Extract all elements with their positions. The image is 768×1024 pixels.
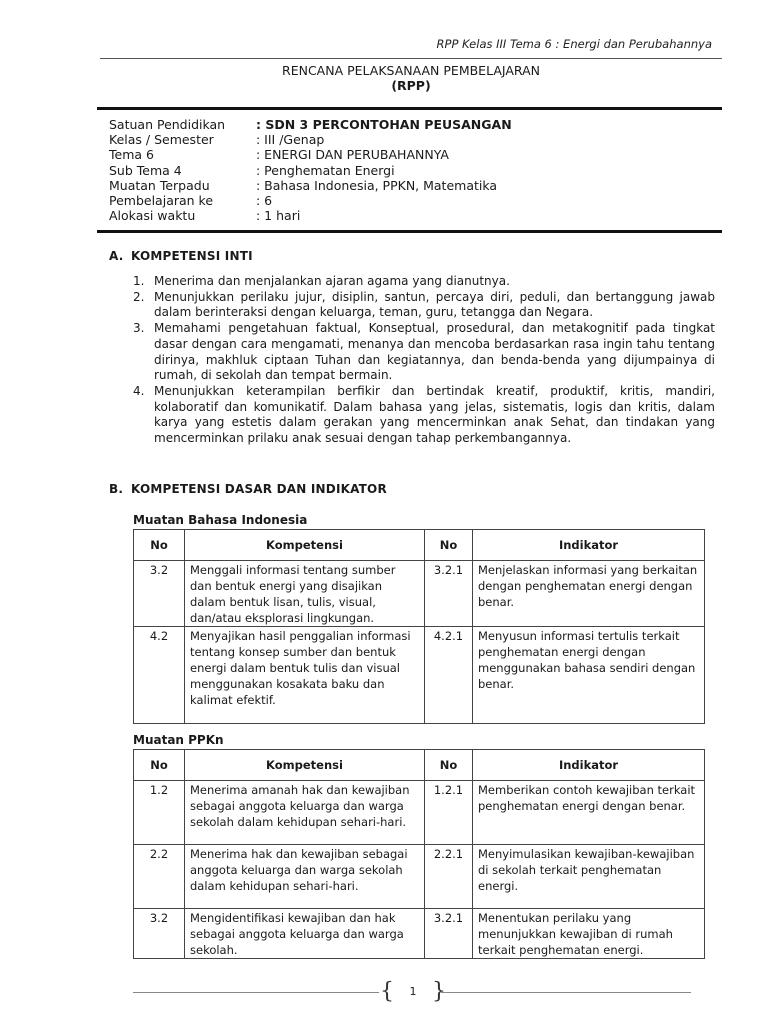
cell-no: 1.2.1 (425, 781, 473, 845)
cell-kompetensi: Menerima hak dan kewajiban sebagai anggota keluarga dan warga sekolah dalam kehidupan sehari-hari. (185, 845, 425, 909)
page-number: 1 (409, 985, 417, 998)
identity-row (109, 208, 709, 223)
cell-no: 2.2 (134, 845, 185, 909)
column-header: No (425, 530, 473, 561)
list-number: 4. (133, 383, 145, 398)
kompetensi-inti-list (133, 274, 715, 447)
identity-row (109, 117, 709, 132)
cell-no: 3.2.1 (425, 909, 473, 959)
cell-indikator: Menjelaskan informasi yang berkaitan dengan penghematan energi dengan benar. (473, 561, 705, 627)
cell-kompetensi: Menyajikan hasil penggalian informasi tentang konsep sumber dan bentuk energi dalam bentuk tulis dan visual menggunakan kosakata baku dan kalimat efektif. (185, 627, 425, 724)
ppkn-table (133, 749, 705, 959)
column-header: No (134, 530, 185, 561)
list-item (133, 290, 715, 321)
list-text: Menunjukkan perilaku jujur, disiplin, santun, percaya diri, peduli, dan bertanggung jawab dalam berinteraksi dengan keluarga, teman, guru, tetangga dan Negara. (154, 289, 715, 320)
list-item (133, 274, 715, 290)
cell-indikator: Menentukan perilaku yang menunjukkan kewajiban di rumah terkait penghematan energi. (473, 909, 705, 959)
document-subtitle: (RPP) (391, 78, 431, 93)
footer-rule-left (133, 992, 379, 993)
section-title: KOMPETENSI INTI (131, 249, 253, 263)
identity-value: : Bahasa Indonesia, PPKN, Matematika (256, 177, 498, 193)
list-item (133, 384, 715, 447)
cell-no: 3.2 (134, 561, 185, 627)
cell-indikator: Menyimulasikan kewajiban-kewajiban di sekolah terkait penghematan energi. (473, 845, 705, 909)
table-row (134, 627, 705, 724)
table-row (134, 845, 705, 909)
column-header: Kompetensi (185, 750, 425, 781)
table-header-row (134, 530, 705, 561)
ppkn-subheading: Muatan PPKn (133, 733, 224, 747)
footer-rule-right (441, 992, 691, 993)
identity-label: Alokasi waktu (109, 208, 196, 224)
identity-label: Tema 6 (109, 147, 154, 163)
identity-value: : ENERGI DAN PERUBAHANNYA (256, 147, 449, 163)
section-a-heading (109, 249, 253, 263)
list-number: 2. (133, 289, 145, 304)
column-header: No (425, 750, 473, 781)
identity-label: Satuan Pendidikan (109, 117, 226, 132)
table-row (134, 909, 705, 959)
header-rule (100, 58, 722, 59)
identity-top-rule (97, 107, 722, 110)
column-header: Indikator (473, 530, 705, 561)
running-header: RPP Kelas III Tema 6 : Energi dan Perubahannya (436, 37, 712, 51)
cell-indikator: Memberikan contoh kewajiban terkait penghematan energi dengan benar. (473, 781, 705, 845)
cell-no: 1.2 (134, 781, 185, 845)
cell-no: 2.2.1 (425, 845, 473, 909)
column-header: No (134, 750, 185, 781)
identity-bottom-rule (97, 230, 722, 233)
identity-label: Pembelajaran ke (109, 193, 214, 209)
cell-no: 3.2.1 (425, 561, 473, 627)
list-text: Menerima dan menjalankan ajaran agama yang dianutnya. (154, 274, 510, 288)
identity-label: Muatan Terpadu (109, 177, 210, 193)
identity-value: : 6 (256, 193, 273, 209)
document-title: RENCANA PELAKSANAAN PEMBELAJARAN (282, 63, 540, 78)
table-row (134, 781, 705, 845)
section-b-heading (109, 482, 387, 496)
identity-value: : III /Genap (256, 132, 325, 148)
list-item (133, 321, 715, 384)
left-brace-icon: { (380, 979, 394, 1004)
bahasa-table (133, 529, 705, 724)
cell-kompetensi: Menggali informasi tentang sumber dan bentuk energi yang disajikan dalam bentuk lisan, tulis, visual, dan/atau eksplorasi lingkungan. (185, 561, 425, 627)
identity-row (109, 193, 709, 208)
bahasa-subheading: Muatan Bahasa Indonesia (133, 513, 308, 527)
identity-label: Sub Tema 4 (109, 162, 182, 178)
table-row (134, 561, 705, 627)
list-text: Memahami pengetahuan faktual, Konseptual, prosedural, dan metakognitif pada tingkat dasar dengan cara mengamati, menanya dan mencoba berdasarkan rasa ingin tahu tentang dirinya, makhluk ciptaan Tuhan dan kegiatannya, dan benda-benda yang dijumpainya di rumah, di sekolah dan tempat bermain. (154, 321, 715, 383)
table-header-row (134, 750, 705, 781)
identity-row (109, 178, 709, 193)
identity-value: : SDN 3 PERCONTOHAN PEUSANGAN (256, 117, 512, 132)
identity-value: : Penghematan Energi (256, 162, 395, 178)
list-text: Menunjukkan keterampilan berfikir dan bertindak kreatif, produktif, kritis, mandiri, kolaboratif dan komunikatif. Dalam bahasa yang jelas, sistematis, logis dan kritis, dalam karya yang estetis dalam gerakan yang mencerminkan anak Sehat, dan tindakan yang mencerminkan prilaku anak sesuai dengan tahap perkembangannya. (154, 383, 715, 446)
column-header: Kompetensi (185, 530, 425, 561)
identity-block (109, 117, 709, 223)
identity-label: Kelas / Semester (109, 132, 214, 148)
identity-row (109, 147, 709, 162)
section-letter: B. (109, 482, 124, 496)
cell-indikator: Menyusun informasi tertulis terkait penghematan energi dengan menggunakan bahasa sendiri dengan benar. (473, 627, 705, 724)
identity-row (109, 163, 709, 178)
list-number: 3. (133, 321, 145, 336)
cell-kompetensi: Mengidentifikasi kewajiban dan hak sebagai anggota keluarga dan warga sekolah. (185, 909, 425, 959)
cell-no: 4.2.1 (425, 627, 473, 724)
column-header: Indikator (473, 750, 705, 781)
section-title: KOMPETENSI DASAR DAN INDIKATOR (131, 482, 387, 496)
cell-no: 4.2 (134, 627, 185, 724)
cell-kompetensi: Menerima amanah hak dan kewajiban sebagai anggota keluarga dan warga sekolah dalam kehidupan sehari-hari. (185, 781, 425, 845)
cell-no: 3.2 (134, 909, 185, 959)
identity-value: : 1 hari (256, 208, 301, 224)
list-number: 1. (133, 274, 145, 288)
section-letter: A. (109, 249, 124, 263)
identity-row (109, 132, 709, 147)
right-brace-icon: } (432, 979, 446, 1004)
